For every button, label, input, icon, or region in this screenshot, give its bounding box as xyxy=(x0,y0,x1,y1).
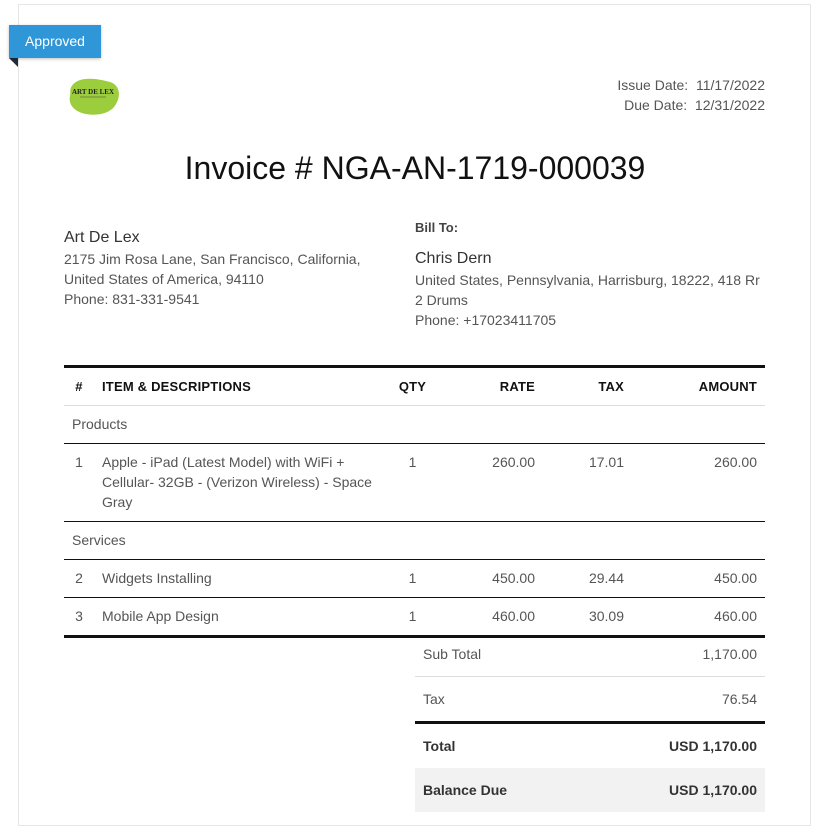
row-qty: 1 xyxy=(384,444,441,522)
subtotal-row xyxy=(415,632,765,677)
total-label: Total xyxy=(423,738,456,754)
sender-name: Art De Lex xyxy=(64,229,140,246)
table-row xyxy=(64,444,765,522)
row-qty: 1 xyxy=(384,560,441,598)
sender-phone: Phone: 831-331-9541 xyxy=(64,291,200,307)
row-item: Mobile App Design xyxy=(94,598,384,637)
row-item: Apple - iPad (Latest Model) with WiFi + Cellular- 32GB - (Verizon Wireless) - Space Gray xyxy=(94,444,384,522)
logo-blob-icon xyxy=(66,72,122,120)
client-address-line2: 2 Drums xyxy=(415,292,468,308)
svg-text:ART DE LEX: ART DE LEX xyxy=(71,88,115,96)
balance-due-value: USD 1,170.00 xyxy=(587,768,765,812)
invoice-dates xyxy=(617,75,765,115)
ribbon-fold xyxy=(9,58,18,67)
row-qty: 1 xyxy=(384,598,441,637)
due-date-value: 12/31/2022 xyxy=(694,97,765,113)
tax-value: 76.54 xyxy=(587,677,765,723)
category-label: Products xyxy=(64,406,765,444)
row-item: Widgets Installing xyxy=(94,560,384,598)
table-row xyxy=(64,598,765,637)
totals-table xyxy=(415,632,765,812)
balance-due-row xyxy=(415,768,765,812)
sender-block xyxy=(64,227,384,309)
total-value: USD 1,170.00 xyxy=(669,738,757,754)
bill-to-label: Bill To: xyxy=(415,220,459,235)
issue-date-row xyxy=(617,75,765,95)
table-header-row xyxy=(64,367,765,406)
company-logo xyxy=(66,72,122,120)
row-rate: 460.00 xyxy=(441,598,543,637)
total-row xyxy=(415,723,765,769)
sender-address-line2: United States of America, 94110 xyxy=(64,271,264,287)
subtotal-value: 1,170.00 xyxy=(587,632,765,677)
sender-address-line1: 2175 Jim Rosa Lane, San Francisco, California, xyxy=(64,251,361,267)
due-date-row xyxy=(617,95,765,115)
row-num: 1 xyxy=(64,444,94,522)
tax-label: Tax xyxy=(415,677,587,723)
row-rate: 450.00 xyxy=(441,560,543,598)
due-date-label: Due Date: xyxy=(624,97,688,113)
client-name: Chris Dern xyxy=(415,250,492,267)
col-header-amount: AMOUNT xyxy=(632,367,765,406)
row-tax: 30.09 xyxy=(543,598,632,637)
issue-date-value: 11/17/2022 xyxy=(695,77,765,93)
category-row xyxy=(64,522,765,560)
invoice-title: Invoice # NGA-AN-1719-000039 xyxy=(184,150,646,186)
col-header-qty: QTY xyxy=(384,367,441,406)
row-tax: 29.44 xyxy=(543,560,632,598)
row-num: 3 xyxy=(64,598,94,637)
col-header-rate: RATE xyxy=(441,367,543,406)
category-row xyxy=(64,406,765,444)
client-phone: Phone: +17023411705 xyxy=(415,312,557,328)
row-amount: 450.00 xyxy=(632,560,765,598)
issue-date-label: Issue Date: xyxy=(617,77,689,93)
status-ribbon: Approved xyxy=(9,25,101,58)
bill-to-block xyxy=(415,218,775,330)
row-rate: 260.00 xyxy=(441,444,543,522)
balance-due-label: Balance Due xyxy=(415,768,587,812)
row-tax: 17.01 xyxy=(543,444,632,522)
row-num: 2 xyxy=(64,560,94,598)
table-row xyxy=(64,560,765,598)
client-address-line1: United States, Pennsylvania, Harrisburg, 18222, 418 Rr xyxy=(415,272,760,288)
row-amount: 460.00 xyxy=(632,598,765,637)
line-items-table xyxy=(64,365,765,638)
row-amount: 260.00 xyxy=(632,444,765,522)
col-header-tax: TAX xyxy=(543,367,632,406)
col-header-item: ITEM & DESCRIPTIONS xyxy=(94,367,384,406)
tax-row xyxy=(415,677,765,723)
subtotal-label: Sub Total xyxy=(415,632,587,677)
col-header-num: # xyxy=(64,367,94,406)
category-label: Services xyxy=(64,522,765,560)
